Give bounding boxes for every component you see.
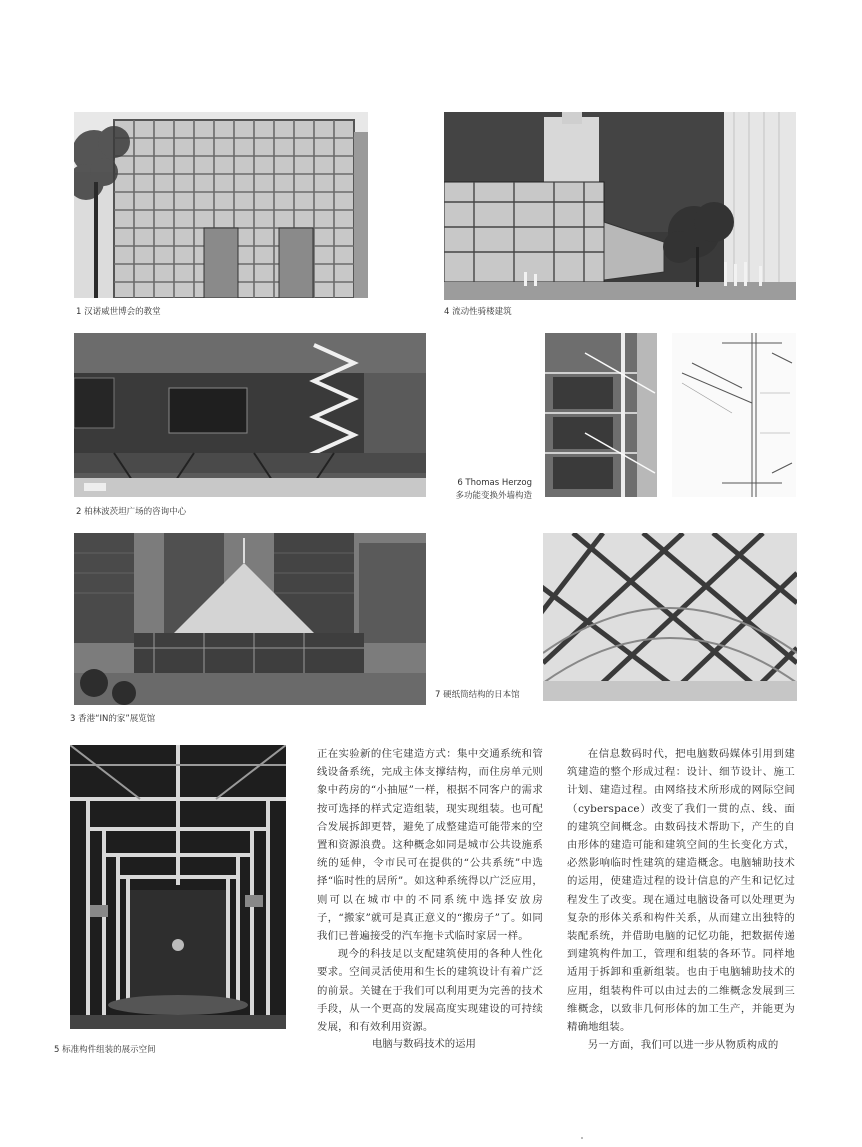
figure-5-caption: 5 标准构件组装的展示空间 xyxy=(54,1045,156,1055)
body-column-right xyxy=(567,745,795,1054)
body-paragraph: 现今的科技足以支配建筑使用的各种人性化要求。空间灵活使用和生长的建筑设计有着广泛的前景。关键在于我们可以利用更为完善的技术手段，从一个更高的发展高度实现建设的可持续发展，和有效利用资源。 xyxy=(317,948,543,1034)
figure-6-caption-line2: 多功能变换外墙构造 xyxy=(455,491,532,501)
figure-2-caption: 2 柏林波茨坦广场的咨询中心 xyxy=(76,507,187,517)
figure-6-caption-line1: 6 Thomas Herzog xyxy=(457,478,532,488)
body-column-middle xyxy=(317,745,543,1036)
body-paragraph: 另一方面，我们可以进一步从物质构成的 xyxy=(587,1039,779,1052)
figure-6-drawing-b xyxy=(672,333,796,497)
figure-1-caption: 1 汉诺威世博会的教堂 xyxy=(76,307,161,317)
section-heading: 电脑与数码技术的运用 xyxy=(372,1038,476,1050)
page-speck xyxy=(581,1137,583,1139)
figure-7-caption: 7 硬纸筒结构的日本馆 xyxy=(435,690,520,700)
figure-1-photo xyxy=(74,112,368,298)
figure-2-photo xyxy=(74,333,426,497)
figure-7-photo xyxy=(543,533,797,701)
body-paragraph: 正在实验新的住宅建造方式：集中交通系统和管线设备系统，完成主体支撑结构，而住房单元则象中药房的“小抽屉”一样，根据不同客户的需求按可选择的样式定造组装，现实现组装。也可配合发展拆卸更替，避免了成整建造可能带来的空置和资源浪费。这种概念如同是城市公共设施系统的延伸，令市民可在提供的“公共系统”中选择“临时性的居所”。如这种系统得以广泛应用，则可以在城市中的不同系统中选择安放房子，“搬家”就可是真正意义的“搬房子”了。如同我们已普遍接受的汽车拖卡式临时家居一样。 xyxy=(317,748,543,943)
figure-3-caption: 3 香港“IN的家”展览馆 xyxy=(70,714,156,724)
figure-6-photo-a xyxy=(545,333,657,497)
figure-4-caption: 4 流动性骑楼建筑 xyxy=(444,307,512,317)
figure-5-photo xyxy=(70,745,286,1029)
figure-4-photo xyxy=(444,112,796,300)
body-paragraph: 在信息数码时代，把电脑数码媒体引用到建筑建造的整个形成过程：设计、细节设计、施工计划、建造过程。由网络技术所形成的网际空间（cyberspace）改变了我们一贯的点、线、面的建筑空间概念。由数码技术帮助下，产生的自由形体的建造可能和建筑空间的生长变化方式，必然影响临时性建筑的建造概念。电脑辅助技术的运用，使建造过程的设计信息的产生和记忆过程发生了改变。现在通过电脑设备可以处理更为复杂的形体关系和构件关系，从而建立出独特的装配系统，并借助电脑的记忆功能，把数据传递到建筑构件加工，管理和组装的各环节。同样地适用于拆卸和重新组装。也由于电脑辅助技术的应用，组装构件可以由过去的二维概念发展到三维概念，以致非几何形体的加工生产，并能更为精确地组装。 xyxy=(567,748,795,1034)
figure-3-photo xyxy=(74,533,426,705)
